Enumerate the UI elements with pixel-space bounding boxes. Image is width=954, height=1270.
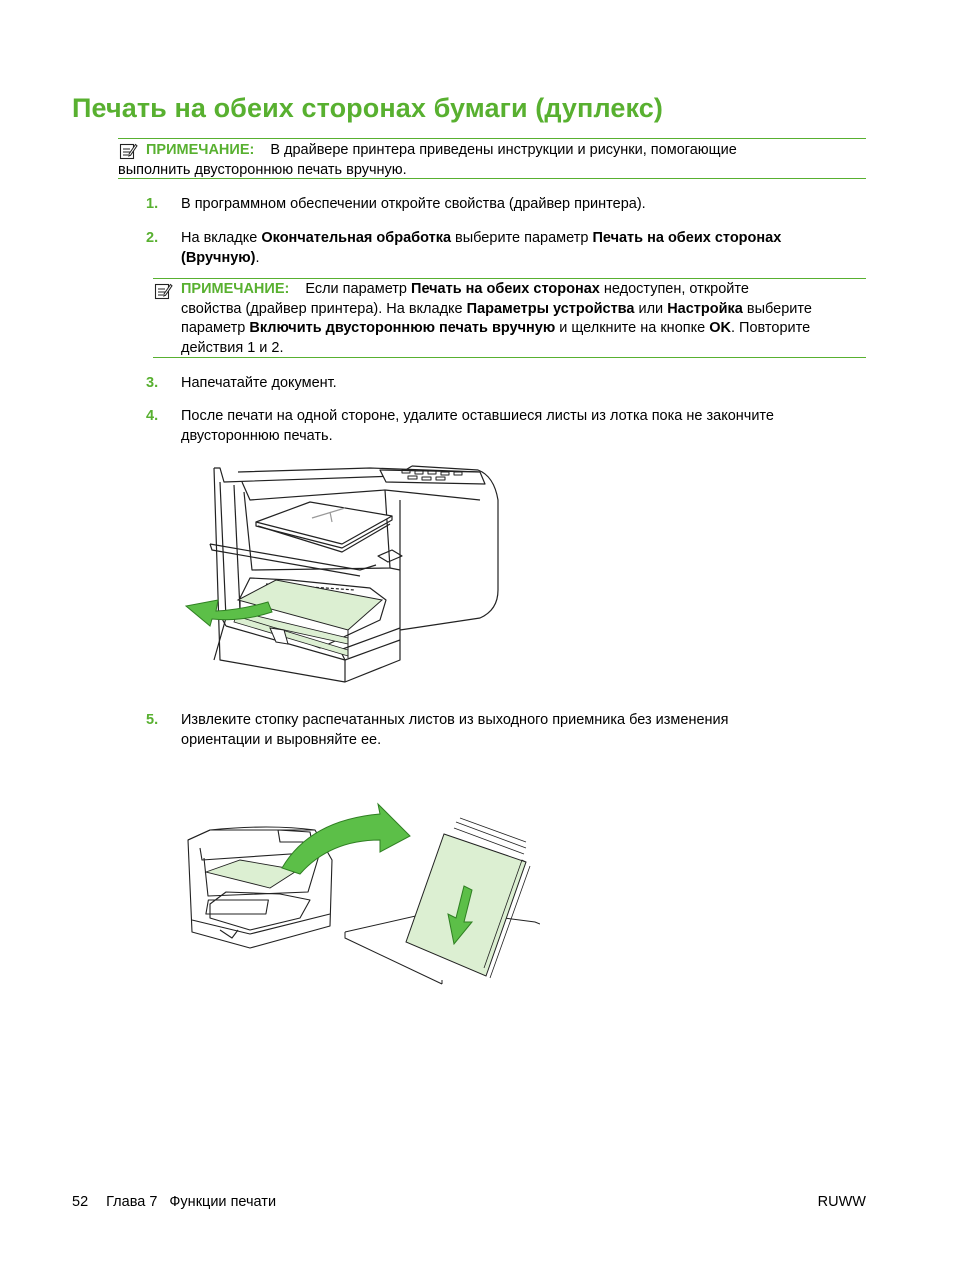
- step-number: 3.: [146, 375, 159, 391]
- text-run: . Повторите: [730, 320, 811, 336]
- step-number: 2.: [146, 230, 159, 246]
- text-line: Извлеките стопку распечатанных листов из выходного приемника без изменения: [181, 712, 729, 728]
- note-label: ПРИМЕЧАНИЕ:: [181, 281, 290, 297]
- footer-left: [72, 1194, 276, 1210]
- note-line: В драйвере принтера приведены инструкции и рисунки, помогающие: [270, 142, 737, 158]
- text-run: выберите параметр: [451, 230, 593, 246]
- ui-term: Окончательная обработка: [261, 230, 452, 246]
- ui-term: (Вручную): [181, 250, 256, 266]
- step-number: 1.: [146, 196, 159, 212]
- note-line: выполнить двустороннюю печать вручную.: [118, 161, 407, 178]
- text-run: параметр: [181, 320, 250, 336]
- ui-term: Печать на обеих сторонах: [592, 230, 782, 246]
- ui-term: Печать на обеих сторонах: [411, 281, 600, 297]
- text-run: .: [255, 250, 260, 266]
- step-text: [181, 406, 871, 446]
- printer-reload-illustration: [180, 800, 540, 995]
- text-run: выберите: [742, 300, 812, 317]
- text-run: На вкладке: [181, 230, 262, 246]
- page-number: 52: [72, 1194, 89, 1210]
- ui-term: Параметры устройства: [466, 300, 635, 317]
- section-label: Функции печати: [169, 1194, 277, 1210]
- text-line: После печати на одной стороне, удалите оставшиеся листы из лотка пока не закончите: [181, 408, 774, 424]
- text-run: или: [634, 300, 668, 317]
- footer-right: RUWW: [817, 1194, 866, 1210]
- ui-term: Настройка: [667, 300, 743, 317]
- note-text: [118, 141, 866, 180]
- step-text: В программном обеспечении откройте свойства (драйвер принтера).: [181, 196, 646, 212]
- text-run: недоступен, откройте: [599, 281, 749, 297]
- text-run: свойства (драйвер принтера). На вкладке: [181, 300, 467, 317]
- note-icon: [153, 281, 173, 305]
- text-line: двустороннюю печать.: [181, 428, 333, 444]
- text-run: действия 1 и 2.: [181, 339, 284, 356]
- step-text: [181, 228, 871, 268]
- note-text: [181, 280, 871, 358]
- note-box-1: [118, 138, 866, 179]
- note-label: ПРИМЕЧАНИЕ:: [146, 142, 255, 158]
- page-title: Печать на обеих сторонах бумаги (дуплекс): [72, 93, 663, 123]
- ui-term: Включить двустороннюю печать вручную: [249, 320, 556, 336]
- text-line: ориентации и выровняйте ее.: [181, 732, 382, 748]
- text-run: Если параметр: [305, 281, 412, 297]
- figure-remove-remaining-paper: [180, 460, 510, 690]
- step-number: 5.: [146, 712, 159, 728]
- figure-reload-paper: [180, 800, 540, 995]
- step-text: Напечатайте документ.: [181, 375, 337, 391]
- step-text: [181, 710, 871, 750]
- ui-term: OK: [709, 320, 731, 336]
- text-run: и щелкните на кнопке: [555, 320, 710, 336]
- printer-illustration: [180, 460, 510, 690]
- step-number: 4.: [146, 408, 159, 424]
- note-box-2: [153, 278, 866, 358]
- chapter-label: Глава 7: [106, 1194, 158, 1210]
